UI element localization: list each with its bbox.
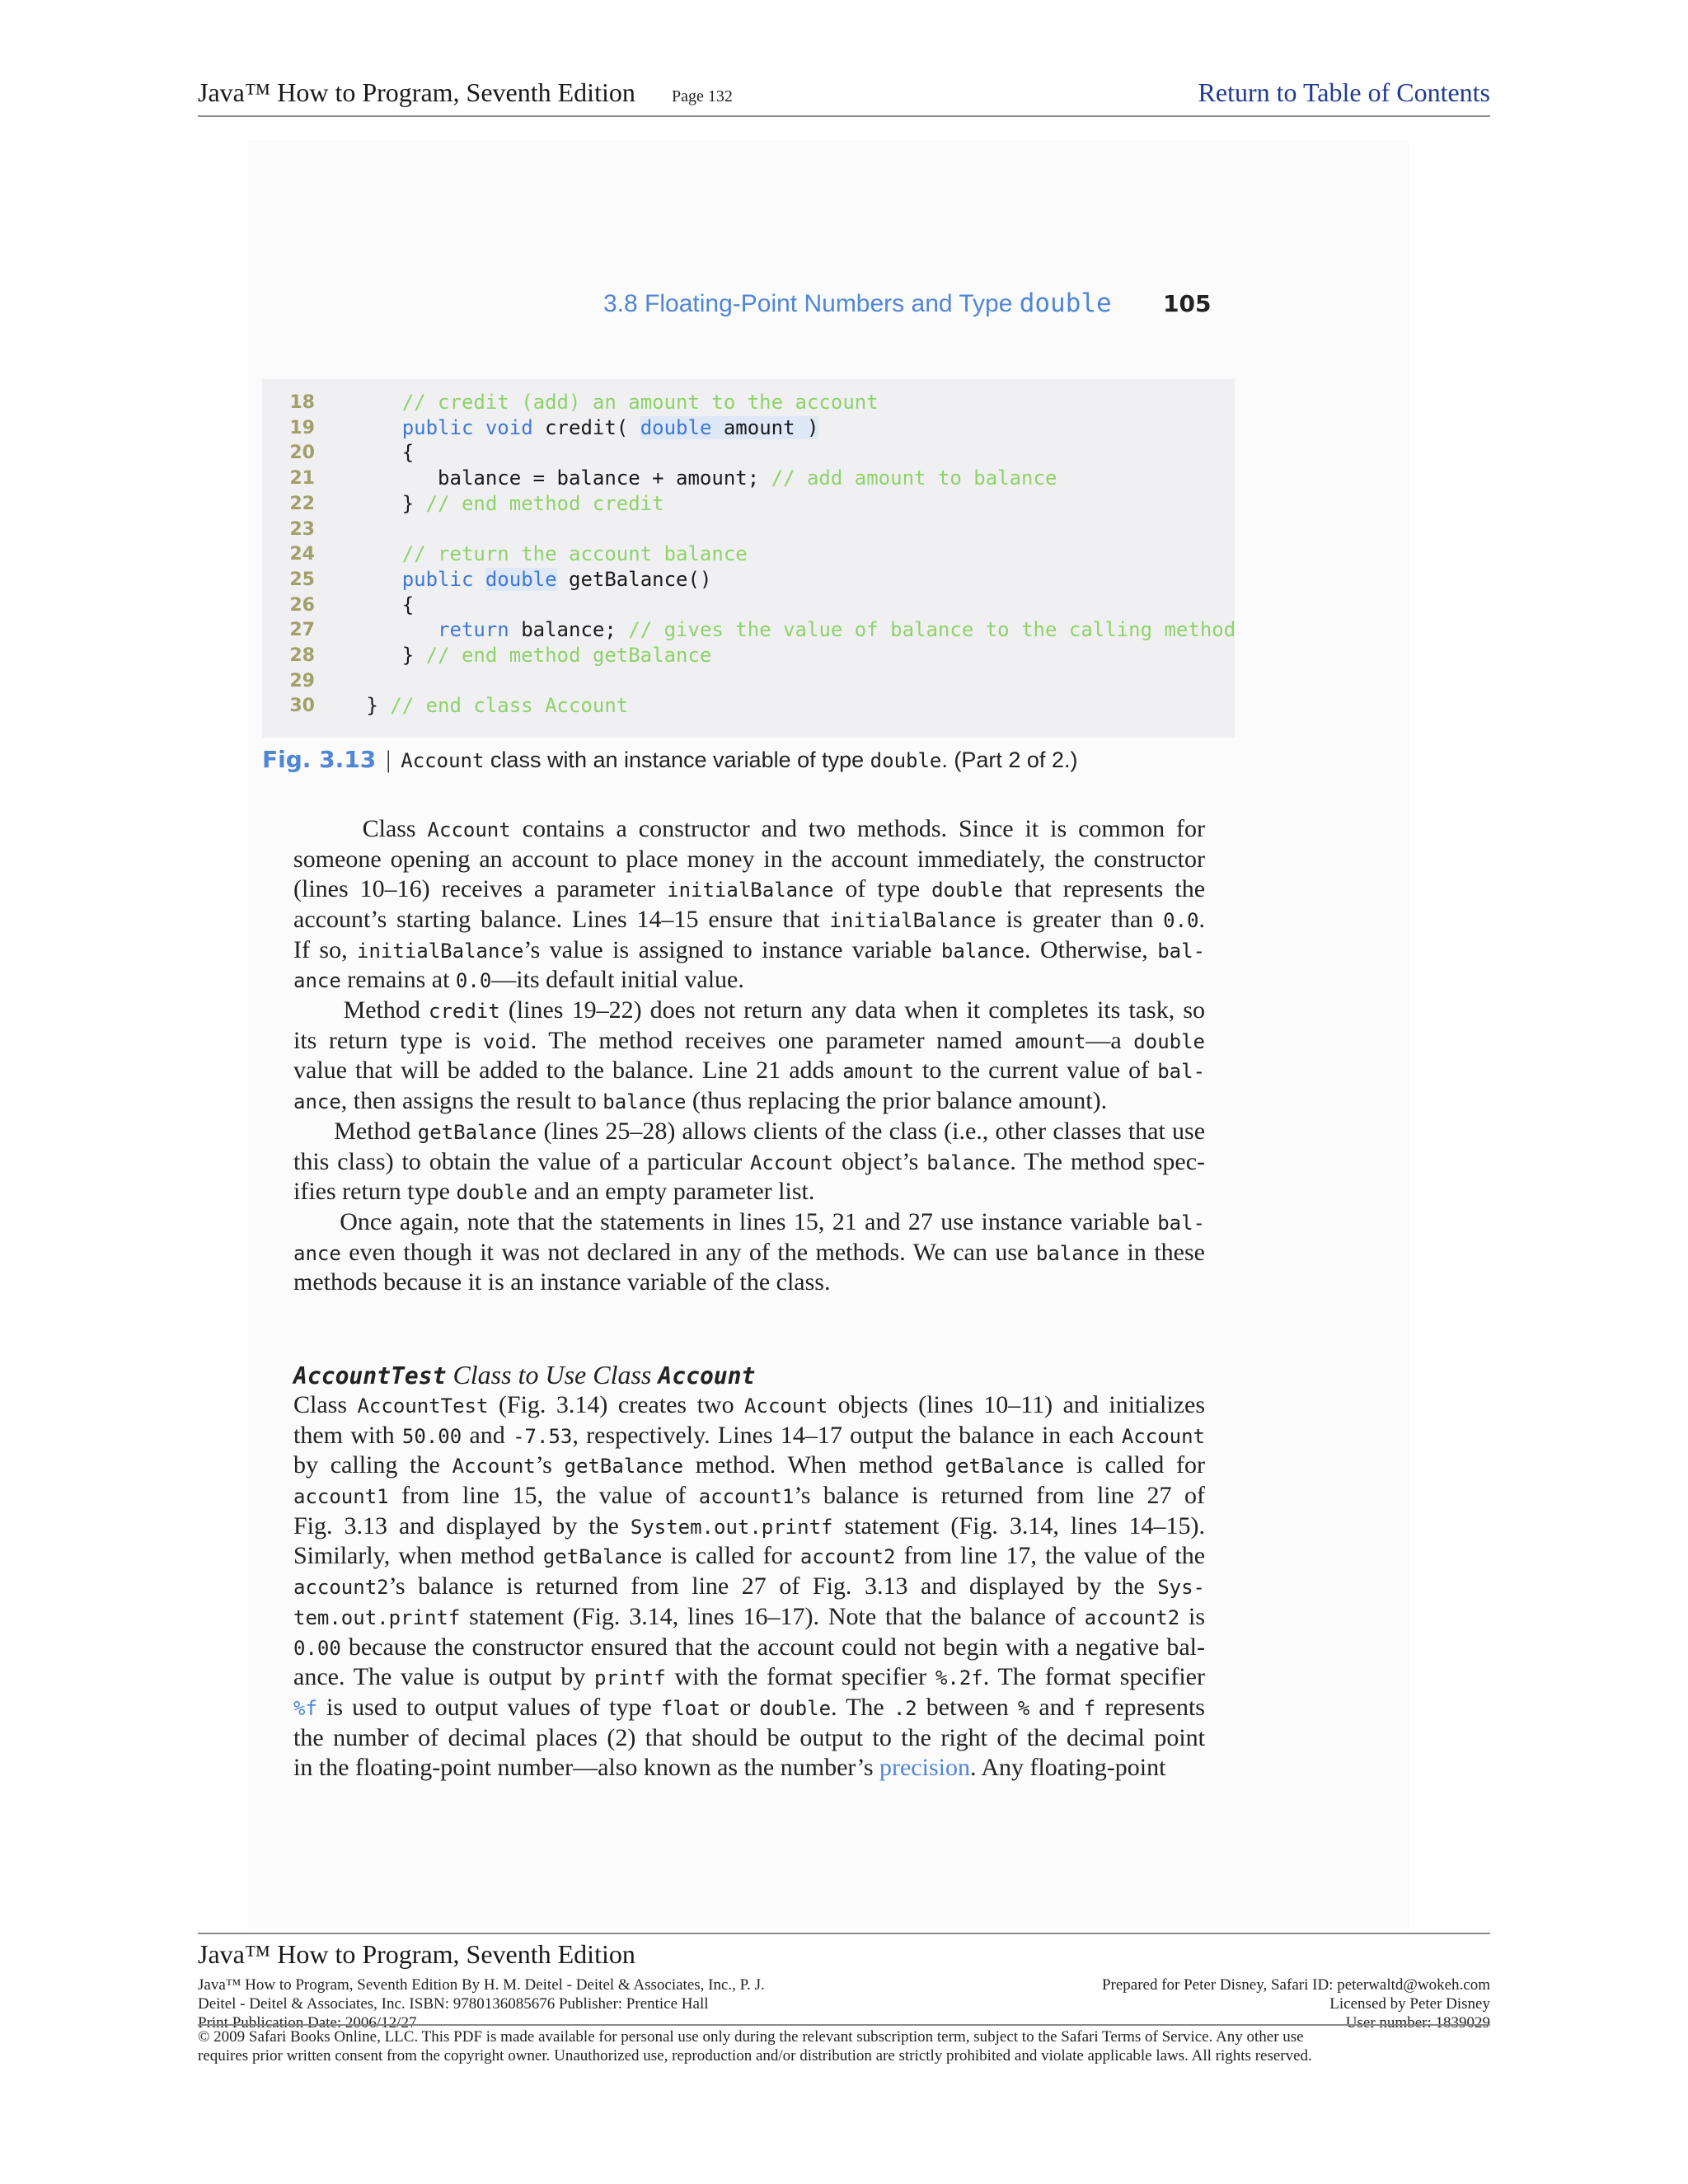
text-run: methods because it is an instance variable of the class. <box>293 1268 831 1296</box>
inline-code: AccountTest <box>357 1394 489 1418</box>
text-line <box>293 1117 1205 1147</box>
code-text <box>331 416 402 439</box>
paragraph-accounttest <box>293 1390 1205 1783</box>
text-run: because the constructor ensured that the account could not begin with a negative bal- <box>340 1633 1205 1661</box>
text-run: between <box>917 1693 1018 1721</box>
inline-code: balance <box>1035 1241 1120 1265</box>
text-run: by calling the <box>293 1451 452 1479</box>
inline-code: account2 <box>1084 1605 1180 1629</box>
text-run: its return type is <box>293 1026 483 1054</box>
text-run: represents <box>1095 1693 1205 1721</box>
text-run: to the current value of <box>913 1057 1158 1085</box>
inline-code: account2 <box>293 1576 389 1600</box>
text-line <box>293 1207 1205 1238</box>
text-line <box>293 1147 1205 1178</box>
code-text <box>331 542 402 565</box>
code-keyword: double <box>485 567 557 591</box>
text-line <box>293 1390 1205 1421</box>
inline-code: balance <box>603 1090 687 1114</box>
text-run: . The method receives one parameter named <box>530 1026 1015 1054</box>
text-line <box>293 1633 1205 1663</box>
text-run: Method <box>293 996 429 1024</box>
text-run: remains at <box>340 966 456 994</box>
text-run: in these <box>1119 1238 1205 1266</box>
inline-code: tem.out.printf <box>293 1605 461 1629</box>
text-run: is used to output values of type <box>316 1693 661 1721</box>
inline-code: double <box>931 879 1003 902</box>
inline-code: account2 <box>799 1545 896 1569</box>
text-line <box>293 1026 1205 1057</box>
code-line <box>262 617 1235 643</box>
code-line <box>262 668 1235 694</box>
text-run: or <box>720 1693 760 1721</box>
inline-code: ance <box>293 1241 341 1265</box>
text-run: value that will be added to the balance. Line 21 adds <box>293 1057 843 1085</box>
text-run: from line 17, the value of the <box>895 1542 1206 1570</box>
text-run: with the format specifier <box>665 1663 935 1691</box>
text-run: and <box>462 1421 513 1449</box>
text-line <box>293 935 1205 966</box>
text-run: . Otherwise, <box>1025 935 1158 963</box>
text-line <box>293 874 1205 905</box>
code-line <box>262 390 1235 415</box>
code-text <box>473 568 485 591</box>
code-source <box>331 440 414 466</box>
text-run: Similarly, when method <box>293 1542 543 1570</box>
inline-code-keyterm: %f <box>293 1696 317 1720</box>
code-text: getBalance() <box>556 567 712 591</box>
footer-publication-info: Deitel - Deitel & Associates, Inc. ISBN: 9780136085676 Publisher: Prentice Hall <box>198 1995 709 2013</box>
code-line <box>262 491 1235 517</box>
inline-code: Sys- <box>1157 1576 1205 1600</box>
code-source <box>331 617 1236 643</box>
text-run: is greater than <box>996 906 1164 934</box>
inline-code: bal- <box>1157 1060 1206 1084</box>
subheading-code: Account <box>658 1362 756 1390</box>
footer-user-number: User number: 1839029 <box>1345 2014 1490 2032</box>
text-run: is <box>1179 1602 1205 1630</box>
text-line <box>293 1238 1205 1268</box>
code-source <box>331 466 1057 491</box>
text-run: (lines 10–16) receives a parameter <box>293 875 668 903</box>
caption-separator: | <box>386 746 392 773</box>
code-source <box>331 593 414 618</box>
text-line <box>293 1451 1205 1481</box>
code-text: } <box>331 644 426 667</box>
inline-code: Account <box>749 1151 834 1174</box>
subheading-text: Class to Use Class <box>446 1360 659 1390</box>
code-text: { <box>331 593 415 616</box>
inline-code: ance <box>293 1090 341 1114</box>
text-run: method. When method <box>683 1451 945 1479</box>
text-line <box>293 1693 1205 1723</box>
text-line <box>293 1662 1205 1693</box>
inline-code: void <box>482 1029 531 1053</box>
inline-code: System.out.printf <box>630 1515 833 1539</box>
paragraph-instance-variable <box>293 1207 1205 1298</box>
running-head <box>603 288 1205 325</box>
text-run: that represents the <box>1002 875 1206 903</box>
text-run: in the floating-point number—also known as the number’s <box>293 1754 879 1782</box>
code-line-number: 21 <box>289 468 315 490</box>
code-line <box>262 593 1235 618</box>
inline-code: double <box>1133 1029 1205 1053</box>
inline-code: 0.0 <box>455 969 492 993</box>
text-run: statement (Fig. 3.14, lines 14–15). <box>832 1511 1205 1540</box>
inline-code: amount <box>1014 1029 1086 1053</box>
text-run: someone opening an account to place money in the account immediately, the constructor <box>293 845 1205 873</box>
page-label: Page 132 <box>672 87 733 105</box>
footer-copyright: © 2009 Safari Books Online, LLC. This PDF is made available for personal use only during the relevant subscription term, subject to the Safari Terms of Service. Any other use <box>198 2028 1304 2046</box>
code-source <box>331 643 711 668</box>
inline-code: balance <box>926 1151 1010 1174</box>
code-line <box>262 517 1235 542</box>
code-text <box>331 618 438 641</box>
code-line <box>262 643 1235 668</box>
code-listing <box>262 379 1235 738</box>
text-run: . The <box>831 1693 893 1721</box>
book-title: Java™ How to Program, Seventh Edition <box>198 77 635 107</box>
return-to-toc-link[interactable]: Return to Table of Contents <box>1198 77 1490 107</box>
text-line <box>293 1511 1205 1542</box>
text-line <box>293 1086 1205 1117</box>
inline-code: .2 <box>893 1696 917 1720</box>
code-text <box>331 391 402 414</box>
inline-code: balance <box>940 939 1025 963</box>
code-text: credit( <box>532 415 640 439</box>
code-line <box>262 440 1235 466</box>
code-line-number: 23 <box>289 518 315 540</box>
text-run: (Fig. 3.14) creates two <box>488 1391 745 1418</box>
text-line <box>293 1541 1205 1572</box>
code-source <box>331 390 879 415</box>
text-line <box>293 1572 1205 1602</box>
code-text: } <box>331 694 391 718</box>
paragraph-getbalance-method <box>293 1117 1205 1207</box>
paragraph-account-class <box>293 814 1205 996</box>
code-text: amount ) <box>711 415 819 439</box>
inline-code: getBalance <box>542 1545 663 1569</box>
caption-text-part: class with an instance variable of type <box>484 748 870 772</box>
text-run: Class <box>293 1391 358 1418</box>
text-run: object’s <box>833 1147 927 1175</box>
text-run: this class) to obtain the value of a particular <box>293 1147 750 1175</box>
inline-code: account1 <box>698 1485 795 1509</box>
text-line <box>293 1753 1205 1783</box>
code-line-number: 20 <box>289 443 315 464</box>
code-line <box>262 541 1235 567</box>
inline-code: printf <box>594 1666 666 1690</box>
inline-code: initialBalance <box>357 939 524 963</box>
text-line <box>293 996 1205 1026</box>
code-comment: // end method getBalance <box>425 644 712 667</box>
code-comment: // gives the value of balance to the calling method <box>628 618 1236 642</box>
text-run: —its default initial value. <box>491 966 744 994</box>
inline-code: initialBalance <box>829 909 996 933</box>
code-comment: // end method credit <box>425 491 664 515</box>
text-run: the number of decimal places (2) that should be output to the right of the decimal point <box>293 1723 1205 1751</box>
figure-caption <box>262 746 1077 779</box>
code-line <box>262 466 1235 491</box>
text-line <box>293 845 1205 875</box>
text-run: ’s balance is returned from line 27 of <box>794 1482 1205 1510</box>
text-line <box>293 1177 1205 1207</box>
inline-code: 0.0 <box>1163 909 1199 933</box>
text-run: ’s balance is returned from line 27 of Fig. 3.13 and displayed by the <box>388 1572 1158 1601</box>
inline-code: getBalance <box>564 1455 684 1479</box>
text-line <box>293 965 1205 996</box>
inline-code: Account <box>1121 1424 1205 1448</box>
text-run: and <box>1029 1693 1084 1721</box>
code-line <box>262 567 1235 593</box>
caption-text-part: . (Part 2 of 2.) <box>941 748 1078 772</box>
text-run: Method <box>293 1118 418 1145</box>
top-header <box>198 76 1490 117</box>
text-line <box>293 1481 1205 1511</box>
code-source <box>331 541 748 567</box>
inline-code: float <box>660 1696 721 1720</box>
text-run: . The method spec- <box>1010 1147 1205 1175</box>
text-run: and an empty parameter list. <box>528 1178 815 1206</box>
text-run: (thus replacing the prior balance amount). <box>686 1087 1108 1115</box>
text-run: them with <box>293 1421 402 1449</box>
inline-code: Account <box>744 1394 828 1418</box>
inline-code: double <box>759 1696 832 1720</box>
subheading-code: AccountTest <box>293 1362 447 1390</box>
text-run: If so, <box>293 935 358 963</box>
text-run: ’s value is assigned to instance variable <box>523 935 941 963</box>
code-keyword: double <box>640 415 712 439</box>
footer-divider <box>198 1933 1490 1934</box>
code-source <box>331 415 818 441</box>
text-run: , respectively. Lines 14–17 output the balance in each <box>572 1421 1122 1449</box>
inline-code: getBalance <box>417 1121 537 1144</box>
footer-copyright: requires prior written consent from the copyright owner. Unauthorized use, reproduction and/or distribution are strictly prohibited and violate applicable laws. All rights reserved. <box>198 2047 1312 2064</box>
text-line <box>293 814 1205 845</box>
code-line <box>262 693 1235 719</box>
code-text: balance = balance + amount; <box>331 466 771 490</box>
caption-code: Account <box>401 749 485 772</box>
footer-licensed-by: Licensed by Peter Disney <box>1329 1995 1490 2013</box>
code-source <box>331 567 711 593</box>
inline-code: credit <box>429 1000 500 1023</box>
text-run: objects (lines 10–11) and initializes <box>828 1391 1205 1418</box>
subsection-heading <box>293 1360 755 1390</box>
text-run: of type <box>833 875 932 903</box>
inline-code: amount <box>842 1060 914 1084</box>
code-comment: // end class Account <box>390 694 629 718</box>
text-line <box>293 905 1205 935</box>
text-run: ’s <box>535 1451 565 1479</box>
text-run: from line 15, the value of <box>388 1482 699 1510</box>
text-run: , then assigns the result to <box>340 1087 603 1115</box>
text-run: statement (Fig. 3.14, lines 16–17). Note that the balance of <box>460 1602 1085 1630</box>
code-source <box>331 491 664 517</box>
code-line-number: 24 <box>289 544 315 565</box>
footer <box>198 1933 1490 2073</box>
text-run: ance. The value is output by <box>293 1663 594 1691</box>
code-line-number: 19 <box>289 417 315 438</box>
text-run: Once again, note that the statements in lines 15, 21 and 27 use instance variable <box>293 1208 1158 1235</box>
inline-code: 50.00 <box>401 1424 462 1448</box>
text-run: account’s starting balance. Lines 14–15 ensure that <box>293 906 830 934</box>
code-line-number: 18 <box>289 392 315 413</box>
figure-label: Fig. 3.13 <box>262 746 377 773</box>
text-run: contains a constructor and two methods. Since it is common for <box>510 815 1205 842</box>
code-comment: // credit (add) an amount to the account <box>401 391 879 414</box>
code-line-number: 22 <box>289 493 315 514</box>
text-line <box>293 1056 1205 1086</box>
text-run: . Any floating-point <box>969 1754 1166 1782</box>
caption-text <box>401 748 1077 772</box>
code-keyword: return <box>438 618 509 642</box>
code-text: } <box>331 491 426 515</box>
code-text: { <box>331 441 415 465</box>
code-line-number: 29 <box>289 670 315 691</box>
code-line-number: 27 <box>289 620 315 641</box>
inline-code: f <box>1083 1696 1096 1720</box>
inline-code: double <box>456 1181 528 1205</box>
inline-code: %.2f <box>935 1666 983 1690</box>
text-run: even though it was not declared in any of the methods. We can use <box>340 1238 1036 1266</box>
text-line <box>293 1723 1205 1754</box>
section-title: 3.8 Floating-Point Numbers and Type <box>603 290 1020 317</box>
code-source <box>331 693 628 719</box>
text-line <box>293 1421 1205 1451</box>
inline-code: initialBalance <box>667 879 834 902</box>
text-run: . The format specifier <box>982 1663 1205 1691</box>
inline-code: -7.53 <box>513 1424 573 1448</box>
inline-code: Account <box>427 818 511 841</box>
inline-code: % <box>1017 1696 1030 1720</box>
inline-code: bal- <box>1157 1212 1205 1235</box>
inline-code: ance <box>293 969 341 993</box>
code-keyword: public void <box>401 415 533 439</box>
text-run: Class <box>293 815 428 842</box>
inline-code: account1 <box>293 1485 389 1509</box>
code-line-number: 30 <box>289 696 315 717</box>
code-keyword: public <box>401 567 474 591</box>
caption-code: double <box>870 749 942 772</box>
code-comment: // add amount to balance <box>771 466 1057 490</box>
code-line <box>262 415 1235 441</box>
text-line <box>293 1602 1205 1633</box>
code-text: balance; <box>509 618 629 642</box>
text-run: . <box>1198 906 1205 934</box>
paragraph-credit-method <box>293 996 1205 1117</box>
text-run: is called for <box>662 1542 800 1570</box>
inline-code: 0.00 <box>293 1636 341 1660</box>
code-text <box>331 568 402 591</box>
footer-divider <box>198 2024 1490 2026</box>
code-line-number: 28 <box>289 645 315 666</box>
printed-page-number: 105 <box>1163 290 1212 317</box>
code-line-number: 25 <box>289 569 315 590</box>
inline-code: bal- <box>1157 939 1206 963</box>
section-title-code: double <box>1019 288 1112 318</box>
text-run: (lines 19–22) does not return any data when it completes its task, so <box>499 996 1205 1024</box>
footer-print-date: Print Publication Date: 2006/12/27 <box>198 2014 417 2032</box>
text-run: —a <box>1085 1026 1134 1054</box>
text-line <box>293 1268 1205 1298</box>
inline-code: Account <box>452 1455 536 1479</box>
text-run: (lines 25–28) allows clients of the class (i.e., other classes that use <box>537 1118 1206 1145</box>
footer-prepared-for: Prepared for Peter Disney, Safari ID: peterwaltd@wokeh.com <box>1101 1976 1490 1994</box>
key-term: precision <box>879 1754 970 1782</box>
inline-code: getBalance <box>945 1455 1065 1479</box>
footer-publication-info: Java™ How to Program, Seventh Edition By H. M. Deitel - Deitel & Associates, Inc., P. J. <box>198 1976 765 1994</box>
code-line-number: 26 <box>289 594 315 616</box>
text-run: Fig. 3.13 and displayed by the <box>293 1511 631 1540</box>
code-comment: // return the account balance <box>401 542 748 566</box>
text-run: is called for <box>1064 1451 1206 1479</box>
footer-book-title: Java™ How to Program, Seventh Edition <box>198 1939 635 1969</box>
text-run: ifies return type <box>293 1178 457 1206</box>
